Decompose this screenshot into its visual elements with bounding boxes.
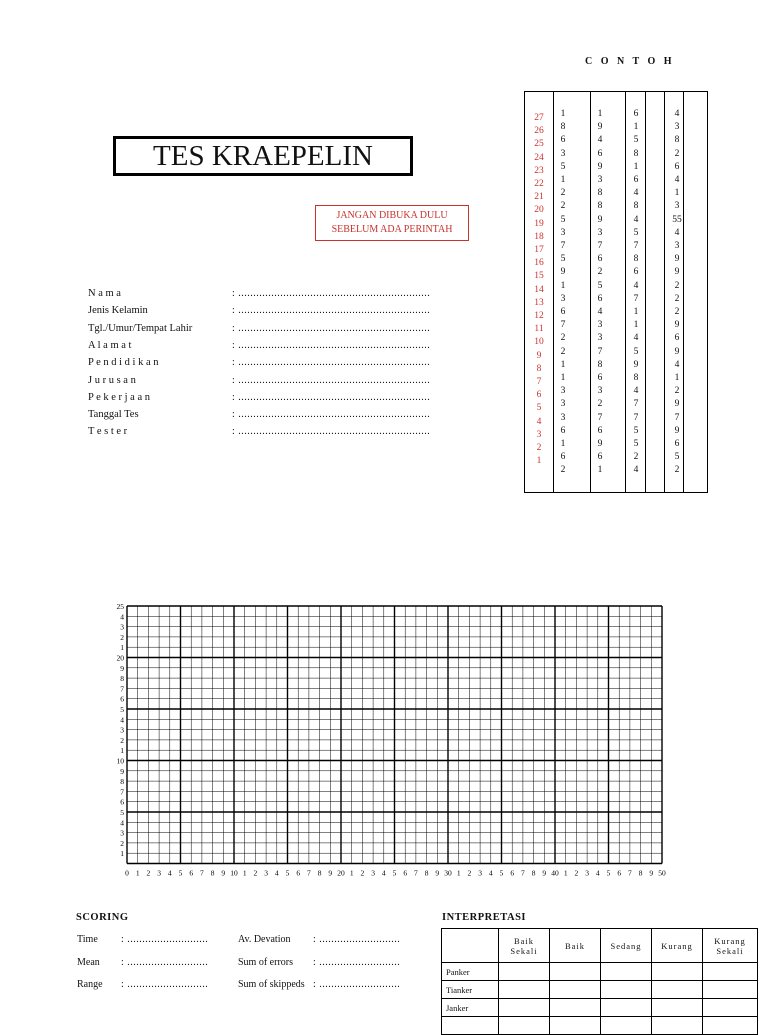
interpretasi-row-label: Tianker [442,981,499,999]
x-tick-label: 8 [210,868,215,878]
score-graph [105,596,670,886]
row-number: 22 [534,179,544,190]
x-tick-label: 1 [456,868,461,878]
x-tick-label: 6 [617,868,622,878]
sample-digit: 8 [633,148,639,159]
x-tick-label: 5 [178,868,183,878]
sample-digit: 2 [633,452,639,463]
x-tick-label: 3 [371,868,375,878]
sample-digit: 6 [560,425,566,436]
field-value-line[interactable]: : ................................................................ [232,305,431,317]
interpretasi-column-header: Kurang Sekali [703,929,758,963]
y-tick-label: 4 [120,818,124,828]
sample-digit-column [626,108,646,478]
sample-digit: 1 [560,280,566,291]
field-label: N a m a [88,288,121,299]
sample-digit: 3 [674,241,680,252]
sample-digit: 7 [633,412,639,423]
sample-digit: 5 [560,254,566,265]
sample-digit: 55 [672,214,682,225]
field-value-line[interactable]: : ................................................................ [232,374,431,386]
sample-digit: 8 [597,201,603,212]
interpretasi-check-cell[interactable] [703,999,758,1017]
field-label: P e k e r j a a n [88,391,151,403]
x-tick-label: 0 [125,868,129,878]
row-number: 12 [534,311,544,322]
sample-digit: 1 [674,373,680,384]
sample-digit: 9 [597,122,603,133]
sample-digit: 2 [560,465,566,476]
x-tick-label: 9 [542,868,547,878]
sample-digit: 1 [633,161,639,172]
page-title-text: TES KRAEPELIN [153,139,373,172]
sample-digit: 7 [597,241,603,252]
sample-digit: 3 [674,122,680,133]
interpretasi-check-cell[interactable] [652,981,703,999]
x-tick-label: 2 [360,868,365,878]
sample-digit: 7 [560,320,566,331]
sample-digit: 1 [560,109,566,119]
sample-digit: 1 [560,373,566,384]
interpretasi-column-header: Baik [550,929,601,963]
sample-digit: 1 [674,188,680,199]
sample-digit: 7 [633,399,639,410]
interpretasi-row [442,981,758,999]
sample-digit: 2 [674,293,680,304]
scoring-value-line[interactable]: : ........................... [121,956,209,968]
scoring-value-line[interactable]: : ........................... [313,934,401,945]
interpretasi-check-cell[interactable] [601,1017,652,1035]
sample-digit: 1 [597,465,603,476]
row-number: 24 [534,152,544,163]
y-tick-label: 2 [120,632,124,642]
x-tick-label: 7 [521,868,525,878]
y-tick-label: 8 [120,674,124,684]
sample-digit: 4 [674,227,680,238]
field-value-line[interactable]: : ................................................................ [232,426,431,438]
x-tick-label: 20 [337,868,345,878]
interpretasi-check-cell[interactable] [601,963,652,981]
interpretasi-check-cell[interactable] [652,963,703,981]
sample-digit: 4 [633,188,639,199]
sample-digit: 9 [674,320,680,331]
x-tick-label: 7 [200,868,204,878]
x-tick-label: 7 [628,868,632,878]
sample-digit: 2 [560,188,566,199]
x-tick-label: 30 [444,868,452,878]
sample-digit: 4 [674,109,680,119]
sample-digit: 7 [633,241,639,252]
sample-digit: 5 [560,161,566,172]
sample-digit: 5 [633,346,639,357]
row-number: 3 [536,429,542,440]
sample-digit: 9 [560,267,566,278]
scoring-value-line[interactable]: : ........................... [121,934,209,945]
sample-digit: 6 [597,293,603,304]
sample-digit: 2 [674,307,680,318]
sample-digit: 3 [674,201,680,212]
warning-box [315,205,469,241]
sample-row-numbers [529,112,549,468]
interpretasi-row [442,1017,758,1035]
interpretasi-row-label [442,1017,499,1035]
row-number: 13 [534,297,544,308]
field-value-line[interactable]: : ................................................................ [232,288,431,299]
interpretasi-table [441,928,758,1035]
warning-line-2: SEBELUM ADA PERINTAH [331,224,453,235]
y-tick-label: 1 [120,643,124,653]
sample-digit: 4 [597,135,603,146]
row-number: 26 [534,126,544,137]
sample-digit: 5 [597,280,603,291]
sample-digit: 4 [674,175,680,186]
x-tick-label: 3 [157,868,161,878]
x-tick-label: 2 [146,868,151,878]
x-tick-label: 9 [649,868,654,878]
field-label: P e n d i d i k a n [88,357,159,369]
sample-digit: 9 [674,346,680,357]
interpretasi-check-cell[interactable] [499,981,550,999]
sample-digit: 1 [633,307,639,318]
sample-digit: 3 [597,175,603,186]
y-tick-label: 1 [120,849,124,859]
interpretasi-row [442,999,758,1017]
sample-digit: 2 [597,399,603,410]
sample-digit: 8 [633,254,639,265]
sample-digit: 3 [560,412,566,423]
sample-digit: 3 [560,386,566,397]
row-number: 14 [534,284,544,295]
sample-digit: 8 [674,135,680,146]
interpretasi-check-cell[interactable] [601,999,652,1017]
sample-digit: 2 [560,333,566,344]
x-tick-label: 6 [510,868,515,878]
scoring-label: Mean [77,956,100,968]
row-number: 7 [536,377,542,388]
interpretasi-check-cell[interactable] [550,963,601,981]
sample-digit: 9 [597,214,603,225]
sample-digit: 6 [674,161,680,172]
scoring-label: Time [77,934,98,945]
x-tick-label: 40 [551,868,559,878]
x-tick-label: 8 [638,868,643,878]
sample-digit: 1 [597,109,603,119]
y-tick-label: 5 [120,705,124,714]
field-label: J u r u s a n [88,374,136,386]
x-tick-label: 1 [135,868,140,878]
x-tick-label: 4 [595,868,600,878]
x-tick-label: 9 [435,868,440,878]
sample-digit: 6 [597,452,603,463]
x-tick-label: 1 [349,868,354,878]
field-label: Jenis Kelamin [88,305,148,317]
y-tick-label: 7 [120,684,124,694]
scoring-label: Sum of errors [238,956,293,968]
y-tick-label: 9 [120,663,124,673]
x-tick-label: 9 [328,868,333,878]
sample-digit: 6 [633,267,639,278]
sample-digit: 5 [633,439,639,450]
sample-digit: 8 [597,359,603,370]
sample-digit: 9 [674,267,680,278]
page-title [113,136,413,176]
x-tick-label: 8 [317,868,322,878]
x-tick-label: 5 [499,868,504,878]
y-tick-label: 20 [116,653,124,663]
sample-digit: 3 [597,386,603,397]
y-tick-label: 3 [120,622,124,632]
sample-digit: 6 [560,307,566,318]
sample-digit: 3 [560,293,566,304]
interpretasi-column-header: Kurang [652,929,703,963]
sample-digit: 5 [560,214,566,225]
interpretasi-header-row [442,929,758,963]
sample-digit: 8 [633,373,639,384]
interpretasi-check-cell[interactable] [499,963,550,981]
row-number: 17 [534,245,544,256]
sample-digit: 5 [633,425,639,436]
interpretasi-row-label: Janker [442,999,499,1017]
y-tick-label: 3 [120,828,124,838]
y-tick-label: 1 [120,746,124,756]
interpretasi-check-cell[interactable] [499,1017,550,1035]
sample-digit: 2 [674,465,680,476]
y-tick-label: 4 [120,715,124,725]
scoring-label: Range [77,979,103,990]
warning-line-1: JANGAN DIBUKA DULU [336,210,448,221]
sample-digit: 6 [674,439,680,450]
sample-digit: 4 [633,214,639,225]
sample-digit: 7 [597,412,603,423]
x-tick-label: 2 [253,868,258,878]
row-number: 5 [536,403,542,414]
sample-digit: 1 [560,175,566,186]
sample-digit-column [590,108,610,478]
sample-digit: 8 [560,122,566,133]
row-number: 15 [534,271,544,282]
row-number: 16 [534,258,544,269]
x-tick-label: 8 [531,868,536,878]
row-number: 25 [534,139,544,150]
sample-column-divider [664,92,665,492]
y-tick-label: 25 [116,602,124,611]
sample-digit: 7 [560,241,566,252]
y-tick-label: 6 [120,694,124,704]
interpretasi-heading: INTERPRETASI [442,912,526,923]
sample-digit: 9 [674,425,680,436]
scoring-label: Av. Devation [238,934,291,945]
sample-digit: 2 [674,280,680,291]
interpretasi-check-cell[interactable] [550,999,601,1017]
sample-digit: 4 [597,307,603,318]
x-tick-label: 3 [478,868,482,878]
sample-digit: 4 [674,359,680,370]
sample-digit: 6 [633,175,639,186]
scoring-value-line[interactable]: : ........................... [121,979,209,990]
interpretasi-check-cell[interactable] [652,999,703,1017]
x-tick-label: 1 [563,868,568,878]
y-tick-label: 6 [120,797,124,807]
sample-digit-column [666,108,688,478]
scoring-label: Sum of skippeds [238,979,305,990]
x-tick-label: 7 [307,868,311,878]
y-tick-label: 3 [120,725,124,735]
field-value-line[interactable]: : ................................................................ [232,409,431,421]
x-tick-label: 2 [574,868,579,878]
sample-digit: 1 [633,122,639,133]
sample-digit: 5 [633,135,639,146]
sample-digit: 5 [674,452,680,463]
interpretasi-check-cell[interactable] [550,981,601,999]
scoring-value-line[interactable]: : ........................... [313,979,401,990]
sample-digit: 3 [560,227,566,238]
sample-digit: 4 [633,386,639,397]
sample-digit: 6 [597,425,603,436]
sample-digit: 5 [633,227,639,238]
sample-digit: 6 [560,452,566,463]
x-tick-label: 3 [264,868,268,878]
field-label: A l a m a t [88,339,132,351]
sample-digit: 1 [633,320,639,331]
interpretasi-row-label: Panker [442,963,499,981]
sample-digit: 3 [597,333,603,344]
interpretasi-check-cell[interactable] [550,1017,601,1035]
x-tick-label: 3 [585,868,589,878]
x-tick-label: 8 [424,868,429,878]
x-tick-label: 4 [167,868,172,878]
interpretasi-check-cell[interactable] [703,1017,758,1035]
row-number: 19 [534,218,544,229]
y-tick-label: 8 [120,777,124,787]
interpretasi-check-cell[interactable] [601,981,652,999]
sample-digit: 6 [597,254,603,265]
x-tick-label: 5 [285,868,290,878]
field-label: Tgl./Umur/Tempat Lahir [88,322,193,334]
sample-digit: 6 [597,373,603,384]
scoring-heading: SCORING [76,912,129,923]
sample-digit: 7 [633,293,639,304]
row-number: 2 [536,443,542,454]
sample-digit: 8 [597,188,603,199]
x-tick-label: 4 [274,868,279,878]
field-label: Tanggal Tes [88,409,139,421]
sample-digit: 8 [633,201,639,212]
interpretasi-corner-cell [442,929,499,963]
sample-digit: 9 [674,399,680,410]
interpretasi-check-cell[interactable] [703,981,758,999]
x-tick-label: 1 [242,868,247,878]
x-tick-label: 9 [221,868,226,878]
x-tick-label: 10 [230,868,238,878]
sample-digit: 6 [597,148,603,159]
x-tick-label: 50 [658,868,666,878]
x-tick-label: 5 [392,868,397,878]
y-tick-label: 9 [120,766,124,776]
field-value-line[interactable]: : ................................................................ [232,322,431,334]
interpretasi-check-cell[interactable] [652,1017,703,1035]
interpretasi-column-header: Baik Sekali [499,929,550,963]
field-value-line[interactable]: : ................................................................ [232,391,431,403]
y-tick-label: 4 [120,612,124,622]
sample-digit: 6 [633,109,639,119]
x-tick-label: 6 [189,868,194,878]
x-tick-label: 7 [414,868,418,878]
row-number: 20 [534,205,544,216]
x-tick-label: 5 [606,868,611,878]
sample-digit: 7 [674,412,680,423]
sample-digit: 2 [597,267,603,278]
interpretasi-check-cell[interactable] [499,999,550,1017]
row-number: 9 [536,350,542,361]
sample-digit: 4 [633,333,639,344]
y-tick-label: 7 [120,787,124,797]
x-tick-label: 6 [403,868,408,878]
y-tick-label: 5 [120,808,124,817]
sample-number-sheet [524,91,708,493]
row-number: 11 [534,324,544,335]
sample-digit: 3 [560,148,566,159]
sample-digit: 7 [597,346,603,357]
sample-digit: 3 [597,320,603,331]
row-number: 4 [536,416,542,427]
field-value-line[interactable]: : ................................................................ [232,339,431,351]
interpretasi-check-cell[interactable] [703,963,758,981]
field-value-line[interactable]: : ................................................................ [232,357,431,369]
row-number: 10 [534,337,544,348]
row-number: 1 [536,456,542,467]
row-number: 27 [534,113,544,123]
sample-digit: 2 [674,386,680,397]
sample-digit-column [553,108,573,478]
row-number: 18 [534,231,544,242]
x-tick-label: 2 [467,868,472,878]
sample-digit: 1 [560,359,566,370]
field-label: T e s t e r [88,426,128,438]
y-tick-label: 2 [120,838,124,848]
sample-digit: 3 [597,227,603,238]
x-tick-label: 6 [296,868,301,878]
sample-digit: 4 [633,280,639,291]
contoh-heading: C O N T O H [585,56,675,67]
row-number: 21 [534,192,544,203]
scoring-value-line[interactable]: : ........................... [313,956,401,968]
x-tick-label: 4 [381,868,386,878]
y-tick-label: 10 [116,756,124,766]
sample-digit: 3 [560,399,566,410]
sample-digit: 6 [560,135,566,146]
sample-digit: 9 [633,359,639,370]
sample-digit: 2 [674,148,680,159]
sample-digit: 2 [560,201,566,212]
sample-digit: 6 [674,333,680,344]
row-number: 8 [536,363,542,374]
sample-digit: 1 [560,439,566,450]
sample-digit: 2 [560,346,566,357]
row-number: 6 [536,390,542,401]
sample-digit: 4 [633,465,639,476]
interpretasi-column-header: Sedang [601,929,652,963]
y-tick-label: 2 [120,735,124,745]
x-tick-label: 4 [488,868,493,878]
row-number: 23 [534,165,544,176]
sample-digit: 9 [597,161,603,172]
sample-digit: 9 [597,439,603,450]
interpretasi-row [442,963,758,981]
sample-digit: 9 [674,254,680,265]
